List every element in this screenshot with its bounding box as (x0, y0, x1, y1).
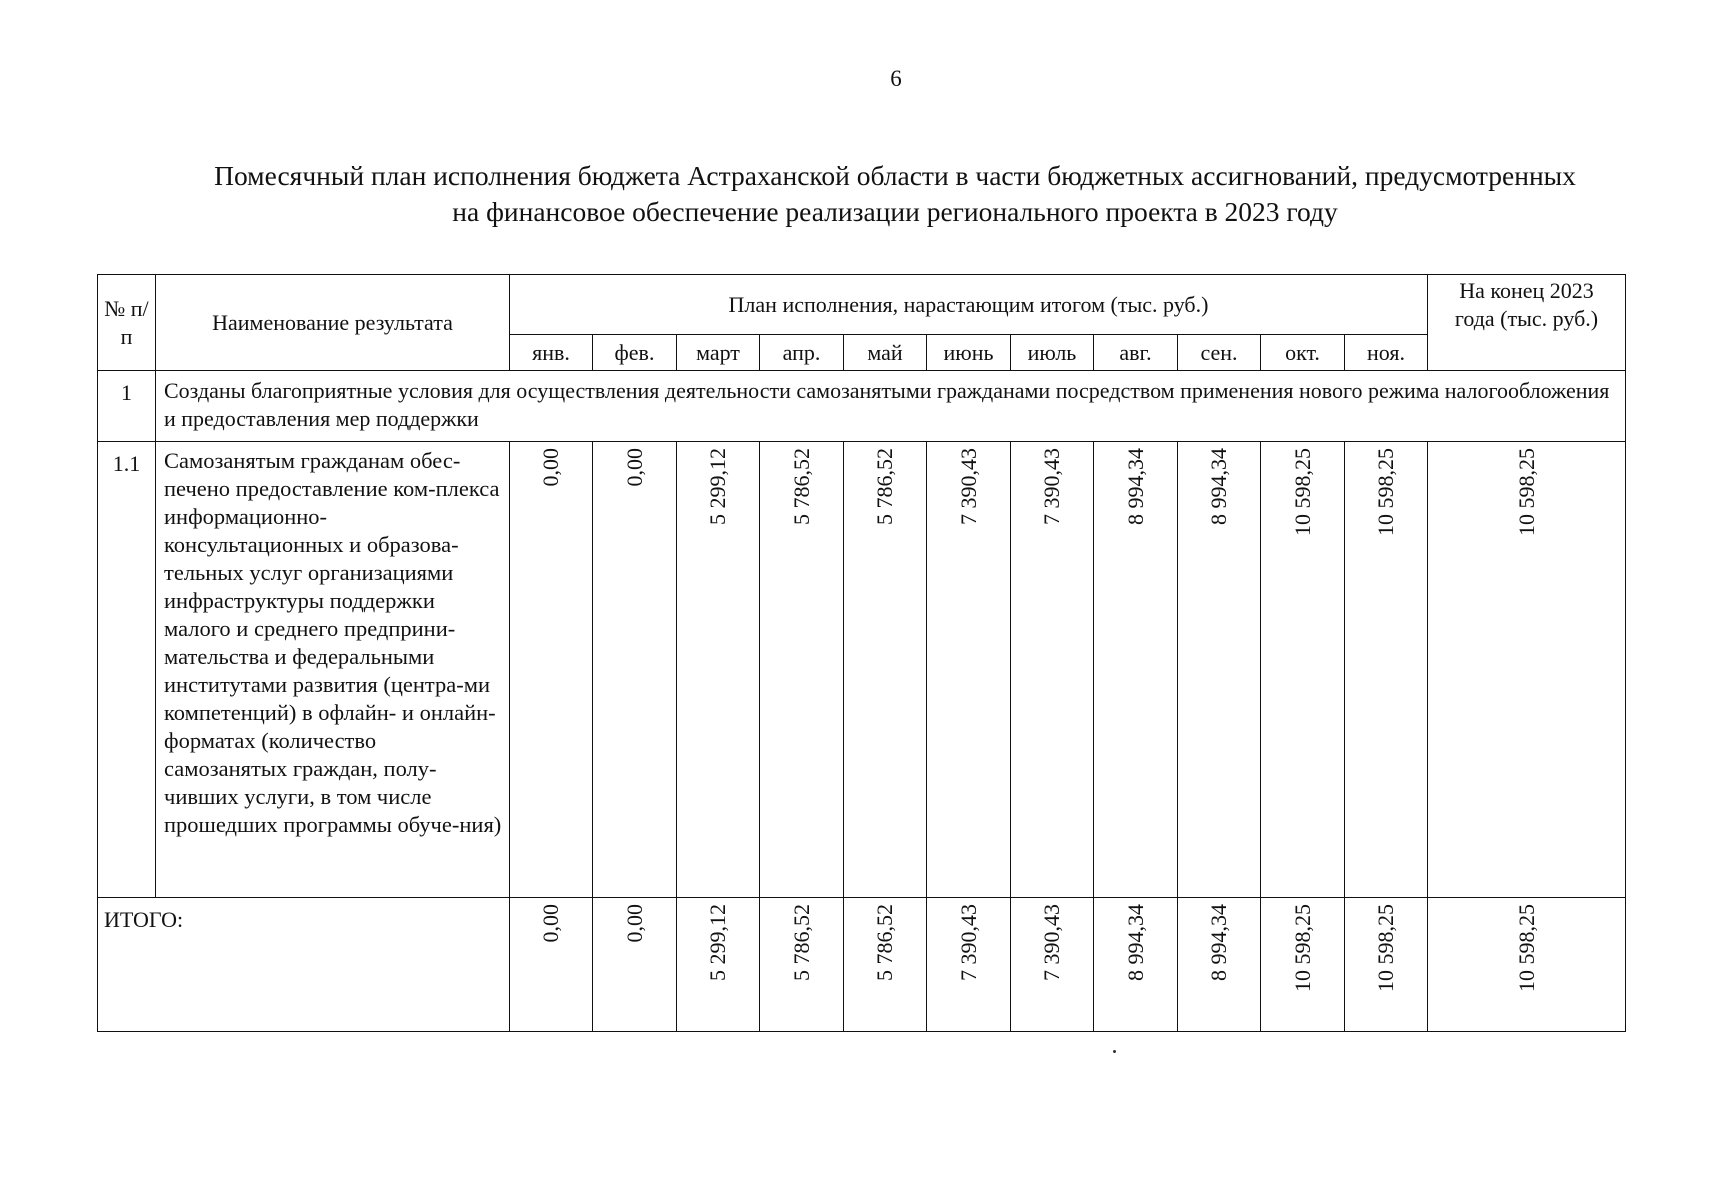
value-cell (1178, 442, 1261, 898)
budget-plan-table (97, 274, 1626, 1032)
value-cell (844, 442, 927, 898)
total-end-value: 10 598,25 (1513, 904, 1539, 992)
month-header: ноя. (1345, 335, 1428, 371)
total-row (98, 898, 1626, 1032)
scan-speck (1113, 1050, 1116, 1053)
value: 10 598,25 (1289, 448, 1315, 536)
total-value: 5 299,12 (705, 904, 730, 981)
total-end-value-cell (1428, 898, 1626, 1032)
total-value-cell (677, 898, 760, 1032)
value-cell (1261, 442, 1345, 898)
total-value-cell (1178, 898, 1261, 1032)
total-value: 7 390,43 (955, 904, 981, 981)
total-value: 5 786,52 (788, 904, 814, 981)
month-header: июнь (927, 335, 1011, 371)
month-header: окт. (1261, 335, 1345, 371)
month-header: апр. (760, 335, 844, 371)
total-value: 0,00 (538, 904, 563, 943)
total-value-cell (1094, 898, 1178, 1032)
total-value-cell (760, 898, 844, 1032)
month-header: авг. (1094, 335, 1178, 371)
section-text: Созданы благоприятные условия для осуществления деятельности самозанятыми гражданами посредством применения нового режима налогообложения и предоставления мер поддержки (156, 371, 1626, 442)
value: 8 994,34 (1206, 448, 1231, 525)
header-end: На конец 2023 года (тыс. руб.) (1428, 275, 1626, 335)
header-row (98, 275, 1626, 335)
value-cell (593, 442, 677, 898)
header-plan: План исполнения, нарастающим итогом (тыс. руб.) (510, 275, 1428, 335)
title-line-2: на финансовое обеспечение реализации регионального проекта в 2023 году (452, 196, 1338, 227)
total-value: 7 390,43 (1039, 904, 1064, 981)
table-row (98, 442, 1626, 898)
total-value: 5 786,52 (872, 904, 897, 981)
month-header: май (844, 335, 927, 371)
value: 5 786,52 (872, 448, 897, 525)
value: 5 299,12 (705, 448, 730, 525)
total-value: 10 598,25 (1373, 904, 1398, 992)
header-num: № п/п (98, 275, 156, 371)
total-value: 10 598,25 (1289, 904, 1315, 992)
total-value-cell (844, 898, 927, 1032)
month-header: янв. (510, 335, 593, 371)
document-title (170, 158, 1620, 230)
value-cell (927, 442, 1011, 898)
total-value: 8 994,34 (1206, 904, 1231, 981)
page-number: 6 (890, 66, 902, 91)
month-header: сен. (1178, 335, 1261, 371)
month-header: фев. (593, 335, 677, 371)
value: 5 786,52 (788, 448, 814, 525)
end-value-cell (1428, 442, 1626, 898)
header-name: Наименование результата (156, 275, 510, 371)
total-value-cell (1011, 898, 1094, 1032)
row-name: Самозанятым гражданам обес-печено предоставление ком-плекса информационно-консультационных и образова-тельных услуг организациями инфраструктуры поддержки малого и среднего предприни-мательства и федеральными институтами развития (центра-ми компетенций) в офлайн- и онлайн-форматах (количество самозанятых граждан, полу-чивших услуги, в том числе прошедших программы обуче-ния) (156, 442, 510, 898)
section-num: 1 (98, 371, 156, 442)
total-label: ИТОГО: (98, 898, 510, 1032)
month-header: март (677, 335, 760, 371)
value: 7 390,43 (1039, 448, 1064, 525)
header-end-blank (1428, 335, 1626, 371)
total-value-cell (593, 898, 677, 1032)
total-value: 0,00 (621, 904, 647, 943)
value: 0,00 (538, 448, 563, 487)
total-value: 8 994,34 (1122, 904, 1148, 981)
title-line-1: Помесячный план исполнения бюджета Астраханской области в части бюджетных ассигнований, предусмотренных (214, 160, 1576, 191)
value-cell (1345, 442, 1428, 898)
value: 10 598,25 (1373, 448, 1398, 536)
month-header: июль (1011, 335, 1094, 371)
total-value-cell (510, 898, 593, 1032)
value-cell (677, 442, 760, 898)
section-row (98, 371, 1626, 442)
end-value: 10 598,25 (1513, 448, 1539, 536)
value-cell (1011, 442, 1094, 898)
total-value-cell (1345, 898, 1428, 1032)
value: 0,00 (621, 448, 647, 487)
row-num: 1.1 (98, 442, 156, 898)
value-cell (510, 442, 593, 898)
value: 8 994,34 (1122, 448, 1148, 525)
value: 7 390,43 (955, 448, 981, 525)
total-value-cell (927, 898, 1011, 1032)
value-cell (1094, 442, 1178, 898)
total-value-cell (1261, 898, 1345, 1032)
value-cell (760, 442, 844, 898)
